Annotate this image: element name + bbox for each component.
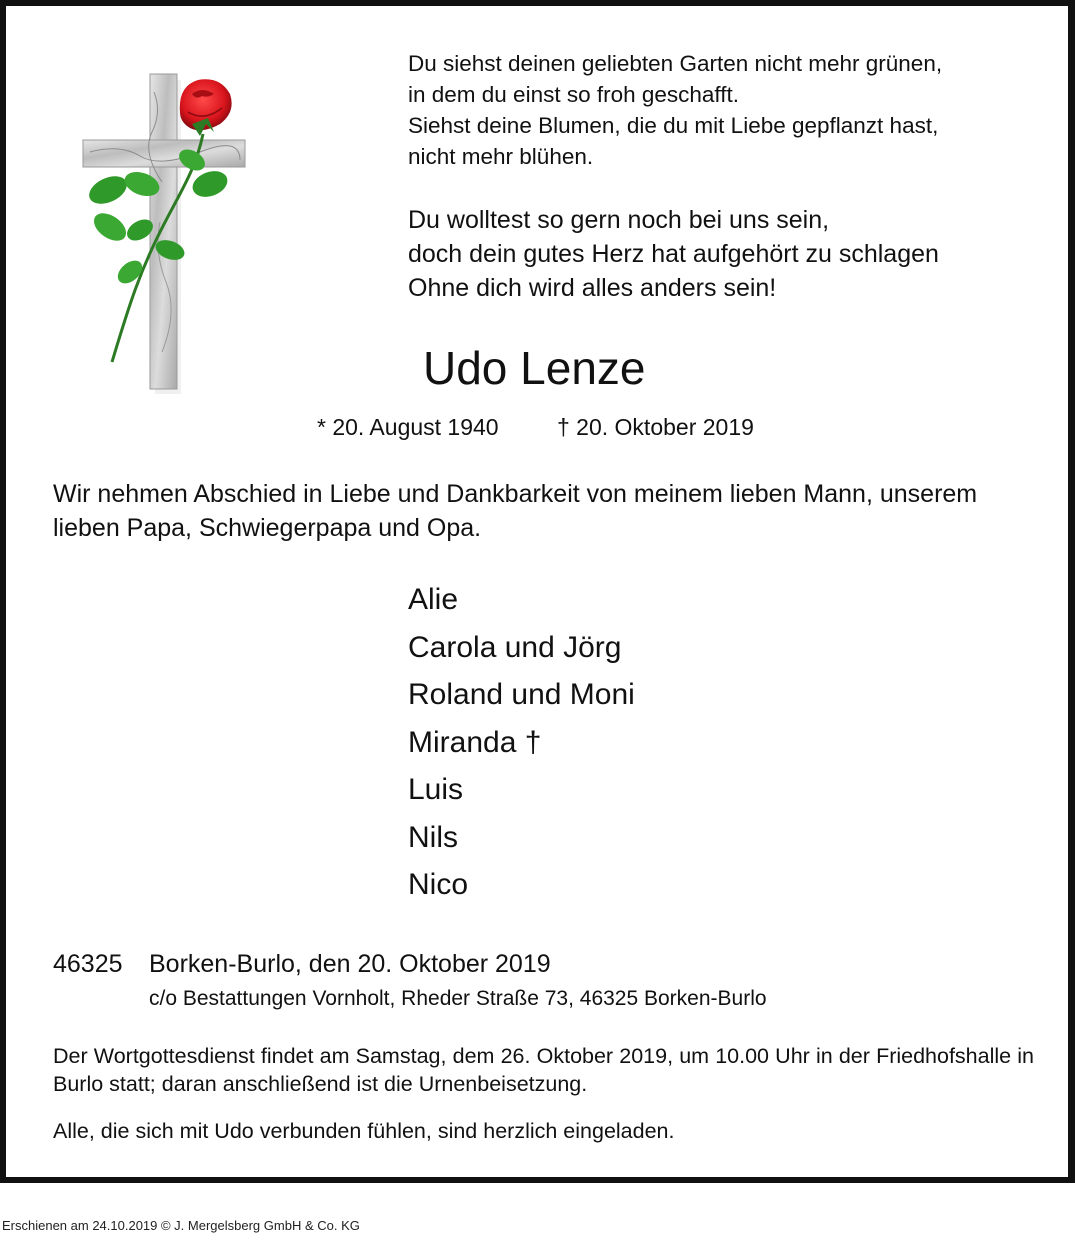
- family-member: Luis: [408, 773, 464, 806]
- poem-line: nicht mehr blühen.: [408, 144, 594, 169]
- death-date: † 20. Oktober 2019: [557, 414, 754, 440]
- poem-line: doch dein gutes Herz hat aufgehört zu schlagen: [408, 240, 939, 268]
- place-and-date: Borken-Burlo, den 20. Oktober 2019: [149, 950, 551, 978]
- family-list: [408, 578, 635, 911]
- poem-line: Du siehst deinen geliebten Garten nicht mehr grünen,: [408, 51, 943, 76]
- poem-stanza-1: [408, 48, 942, 172]
- family-member: Nico: [408, 868, 469, 901]
- poem-line: in dem du einst so froh geschafft.: [408, 82, 740, 107]
- family-member: Miranda †: [408, 725, 542, 759]
- family-member: Roland und Moni: [408, 678, 635, 711]
- invitation-text: Alle, die sich mit Udo verbunden fühlen, sind herzlich eingeladen.: [53, 1119, 675, 1143]
- service-info: Der Wortgottesdienst findet am Samstag, dem 26. Oktober 2019, um 10.00 Uhr in der Friedhofshalle in Burlo statt; daran anschließend ist die Urnenbeisetzung.: [53, 1044, 1034, 1096]
- family-member: Nils: [408, 820, 458, 854]
- deceased-name: Udo Lenze: [423, 342, 646, 394]
- family-member: Carola und Jörg: [408, 630, 622, 664]
- poem-line: Ohne dich wird alles anders sein!: [408, 274, 777, 302]
- care-of-address: c/o Bestattungen Vornholt, Rheder Straße 73, 46325 Borken-Burlo: [149, 987, 767, 1010]
- poem-line: Siehst deine Blumen, die du mit Liebe gepflanzt hast,: [408, 113, 939, 138]
- birth-date: * 20. August 1940: [317, 414, 499, 440]
- farewell-text: Wir nehmen Abschied in Liebe und Dankbarkeit von meinem lieben Mann, unserem lieben Papa, Schwiegerpapa und Opa.: [53, 480, 978, 542]
- cross-with-rose-icon: [80, 72, 250, 394]
- publication-footer: Erschienen am 24.10.2019 © J. Mergelsberg GmbH & Co. KG: [2, 1218, 360, 1233]
- postal-code: 46325: [53, 950, 123, 978]
- poem-stanza-2: [408, 203, 939, 305]
- poem-line: Du wolltest so gern noch bei uns sein,: [408, 206, 830, 234]
- family-member: Alie: [408, 583, 459, 616]
